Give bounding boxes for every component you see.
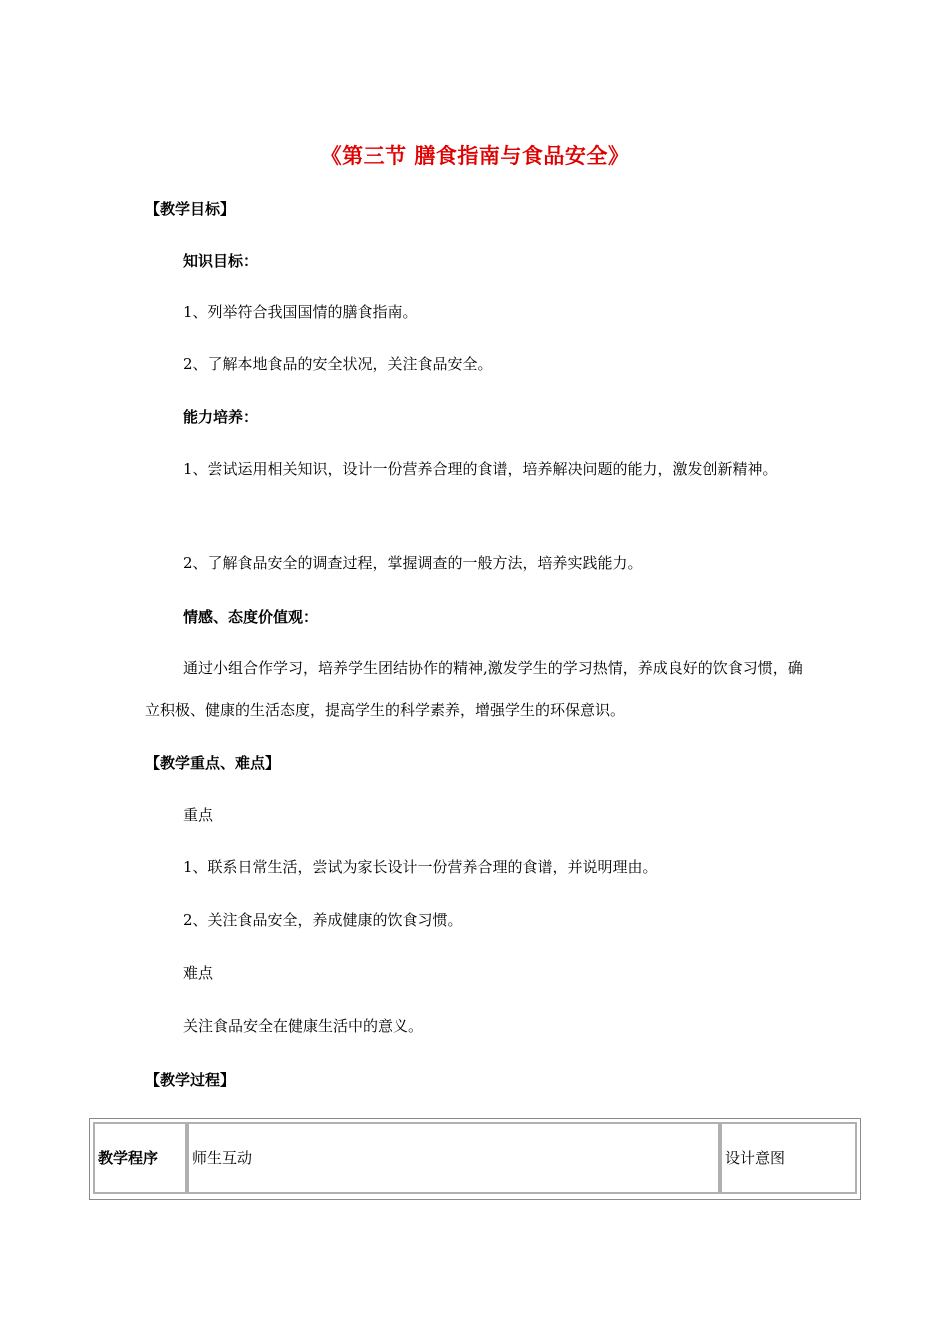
process-heading: 【教学过程】 <box>145 1071 236 1089</box>
table-header-interaction: 师生互动 <box>192 1149 253 1167</box>
table-header-intent: 设计意图 <box>725 1149 786 1167</box>
ability-item-2: 2、了解食品安全的调查过程，掌握调查的一般方法，培养实践能力。 <box>183 554 643 572</box>
keypoints-heading: 【教学重点、难点】 <box>145 754 281 772</box>
document-title: 《第三节 膳食指南与食品安全》 <box>320 144 630 168</box>
table-header-cell <box>187 1122 720 1194</box>
knowledge-item-2: 2、了解本地食品的安全状况，关注食品安全。 <box>183 355 493 373</box>
key-label: 重点 <box>183 806 214 824</box>
difficult-text: 关注食品安全在健康生活中的意义。 <box>183 1017 424 1035</box>
process-table <box>89 1118 861 1200</box>
emotion-heading: 情感、态度价值观： <box>183 608 319 626</box>
key-item-2: 2、关注食品安全，养成健康的饮食习惯。 <box>183 911 463 929</box>
knowledge-item-1: 1、列举符合我国国情的膳食指南。 <box>183 303 418 321</box>
emotion-text: 通过小组合作学习，培养学生团结协作的精神,激发学生的学习热情，养成良好的饮食习惯，确立积极、健康的生活态度，提高学生的科学素养，增强学生的环保意识。 <box>145 659 803 719</box>
ability-item-1: 1、尝试运用相关知识，设计一份营养合理的食谱，培养解决问题的能力，激发创新精神。 <box>183 460 778 478</box>
objectives-heading: 【教学目标】 <box>145 200 236 218</box>
key-item-1: 1、联系日常生活，尝试为家长设计一份营养合理的食谱，并说明理由。 <box>183 858 658 876</box>
ability-heading: 能力培养： <box>183 408 259 426</box>
table-header-cell <box>720 1122 857 1194</box>
table-header-cell <box>93 1122 187 1194</box>
table-header-procedure: 教学程序 <box>98 1149 159 1167</box>
difficult-label: 难点 <box>183 964 214 982</box>
knowledge-heading: 知识目标： <box>183 252 259 270</box>
